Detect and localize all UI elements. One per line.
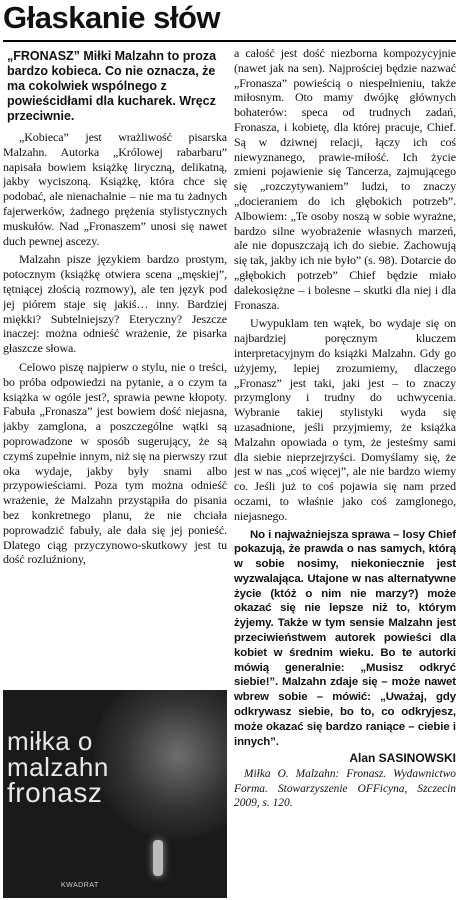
cover-publisher: KWADRAT xyxy=(61,882,99,889)
title-divider xyxy=(3,40,456,42)
cover-figure xyxy=(153,840,163,876)
paragraph: Celowo piszę najpierw o stylu, nie o treści, bo próba odpowiedzi na pytanie, a o czym ta książka w ogóle jest?, sprawia pewne kłopoty. Fabuła „Fronasza” jest bowiem dość niejasna, jakby zamglona, a poszczególne wątki są poprowadzone w sposób sugerujący, że są czymś zupełnie innym, niż się na pierwszy rzut oka wydaje, jakby były snami albo przypowieściami. Poza tym można odnieść wrażenie, że Malzahn przystąpiła do pisania bez konkretnego planu, że nie chciała poprowadzić fabuły, ale dała się jej ponieść. Dlatego ciąg przyczynowo-skutkowy jest tu dość rozluźniony, xyxy=(3,359,227,567)
paragraph: „Kobieca” jest wrażliwość pisarska Malzahn. Autorka „Królowej rabarbaru” napisała bowiem książkę liryczną, delikatną, jakby wyciszoną. Książkę, która chce się podobać, ale nienachalnie – nie ma tu żadnych fajerwerków, żadnego prężenia stylistycznych muskułów. Nad „Fronaszem” unosi się nawet duch pewnej ascezy. xyxy=(3,130,227,248)
author-signature: Alan SASINOWSKI xyxy=(349,751,456,766)
cover-author-last: malzahn xyxy=(7,752,109,782)
paragraph: Uwypuklam ten wątek, bo wydaje się on najbardziej poręcznym kluczem interpretacyjnym do książki Malzahn. Gdy go użyjemy, lepiej zrozumiemy, dlaczego „Fronasz” jest taki, jaki jest – to znaczy przymglony i trudny do uchwycenia. Wybranie takiej stylistyki wyda się uzasadnione, jeśli przyjmiemy, że książka Malzahn opowiada o tym, że jesteśmy sami dla siebie nieprzejrzyści. Domyślamy się, że jest w nas „coś więcej”, ale nie bardzo wiemy co. Jeśli już to coś pojawia się nam przed oczami, to właśnie jako coś zamglonego, niejasnego. xyxy=(234,316,456,523)
article-lead: „FRONASZ” Miłki Malzahn to proza bardzo kobieca. Co nie oznacza, że ma cokolwiek wspólnego z powieścidłami dla kucharek. Wręcz przeciwnie. xyxy=(7,49,217,123)
article-title: Głaskanie słów xyxy=(3,0,220,35)
bibliographic-note: Miłka O. Malzahn: Fronasz. Wydawnictwo Forma. Stowarzyszenie OFFicyna, Szczecin 2009, s. 120. xyxy=(234,768,456,810)
left-column xyxy=(3,46,227,688)
cover-book-title: fronasz xyxy=(7,777,103,808)
right-column xyxy=(234,46,456,898)
paragraph: Malzahn pisze językiem bardzo prostym, potocznym (książkę otwiera scena „męskiej”, tętniącej złością rozmowy), ale ten język pod jej piórem staje się jakiś… inny. Bardziej miękki? Subtelniejszy? Eteryczny? Jeszcze inaczej: można odnieść wrażenie, że pisarka głaszcze słowa. xyxy=(3,252,227,356)
cover-light-glow xyxy=(93,690,227,840)
book-cover-image xyxy=(3,690,227,898)
cover-author-first: miłka o xyxy=(7,726,93,756)
paragraph: a całość jest dość niezborna kompozycyjnie (nawet jak na sen). Najprościej będzie nazwać „Fronasza” powieścią o niespełnieniu, także miłosnym. Oto mamy dwójkę głównych bohaterów: speca od trudnych zadań, Fronasza, i kobietę, dla której pracuje, Chief. Są w dziwnej relacji, łączy ich coś niewyznanego, prawie-miłość. Ich życie zmieni pojawienie się Tancerza, zajmującego się „rozczytywaniem” ludzi, to znaczy „docieraniem do ich głębokich potrzeb”. Albowiem: „Te osoby noszą w sobie wyrażne, bardzo silne wyobrażenie własnych marzeń, ale nie dopuszczają ich do siebie. Zachowują się tak, jakby ich nie było” (s. 98). Dotarcie do „głębokich potrzeb” Chief będzie miało dalekosiężne – i bolesne – skutki dla niej i dla Fronasza. xyxy=(234,46,456,312)
paragraph-bold: No i najważniejsza sprawa – losy Chief pokazują, że prawda o nas samych, którą w sobie nosimy, niekoniecznie jest wyzwalająca. Utajone w nas alternatywne życie (któż o nim nie marzy?) może okazać się nie lepsze niż to, którym żyjemy. Także w tym sensie Malzahn jest przeciwieństwem autorek powieści dla kobiet w średnim wieku. Bo te autorki mówią generalnie: „Musisz odkryć siebie!”. Malzahn zdaje się – może nawet wbrew sobie – mówić: „Uważaj, gdy odkrywasz siebie, bo to, co odkryjesz, może okazać się bardzo raniące – ciebie i innych”. xyxy=(234,528,456,748)
